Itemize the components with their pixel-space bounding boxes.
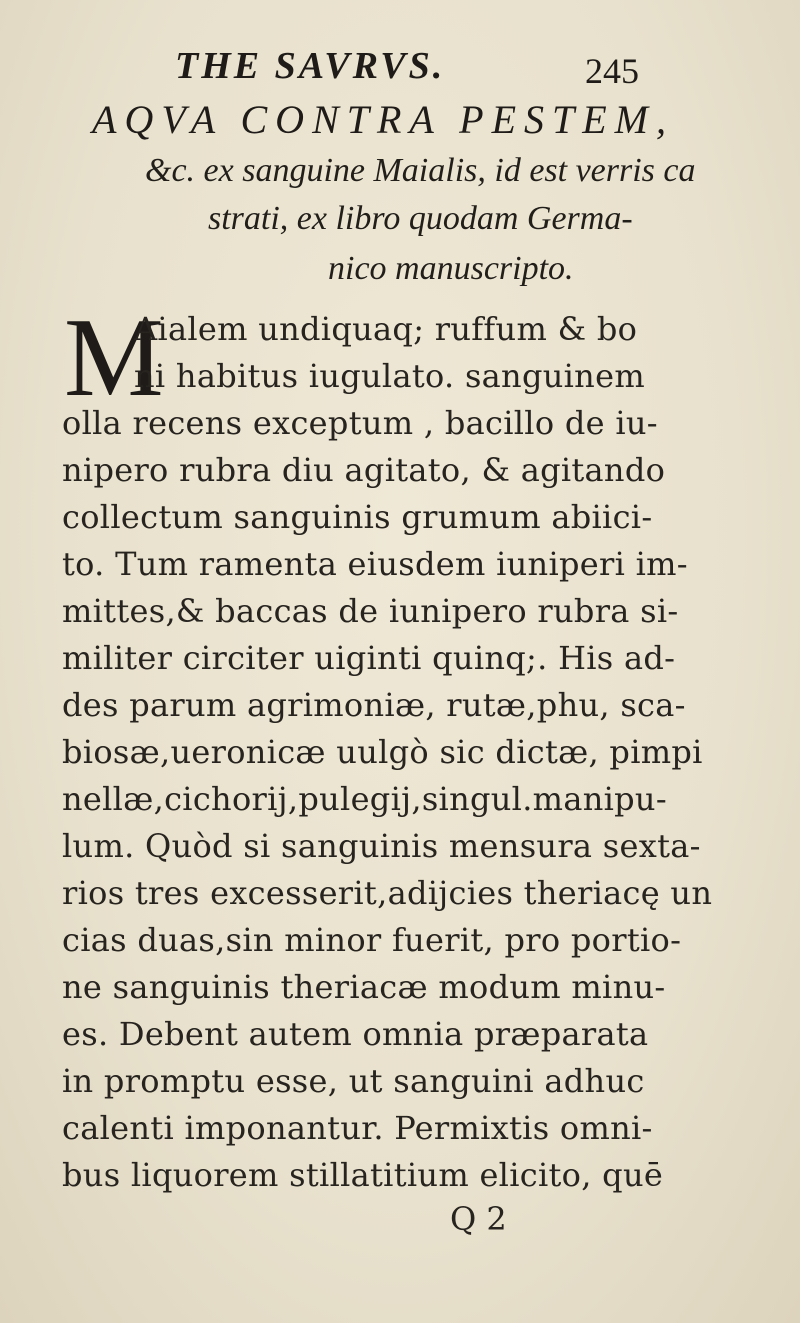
body-line: bus liquorem stillatitium elicito, quē [62,1156,664,1194]
body-line: nipero rubra diu agitato, & agitando [62,451,666,489]
body-line: collectum sanguinis grumum abiici- [62,498,653,536]
section-heading: AQVA CONTRA PESTEM, [92,97,674,142]
page-number: 245 [585,51,639,91]
drop-cap: M [64,296,164,420]
body-line: mittes,& baccas de iunipero rubra si- [62,592,679,630]
body-line: lum. Quòd si sanguinis mensura sexta- [62,827,701,865]
body-line: cias duas,sin minor fuerit, pro portio- [62,921,682,959]
body-line: biosæ,ueronicæ uulgò sic dictæ, pimpi [62,733,703,771]
body-line: ni habitus iugulato. sanguinem [134,357,645,395]
body-line: calenti imponantur. Permixtis omni- [62,1109,653,1147]
body-line: militer circiter uiginti quinq;. His ad- [62,639,676,677]
running-head [0,44,800,94]
body-line: in promptu esse, ut sanguini adhuc [62,1062,645,1100]
body-line: rios tres excesserit,adijcies theriacę un [62,874,713,912]
body-line: Aialem undiquaq; ruffum & bo [134,310,638,348]
body-line: es. Debent autem omnia præparata [62,1015,649,1053]
body-line: olla recens exceptum , bacillo de iu- [62,404,658,442]
subtitle-line: &c. ex sanguine Maialis, id est verris ca [145,152,696,189]
subtitle-line: nico manuscripto. [328,250,574,287]
body-line: des parum agrimoniæ, rutæ,phu, sca- [62,686,686,724]
page-footer [0,1200,800,1250]
body-line: to. Tum ramenta eiusdem iuniperi im- [62,545,688,583]
body-line: nellæ,cichorij,pulegij,singul.manipu- [62,780,667,818]
subtitle-line: strati, ex libro quodam Germa- [208,200,633,237]
body-line: ne sanguinis theriacæ modum minu- [62,968,666,1006]
running-title: THE SAVRVS. [175,45,446,87]
signature-mark: Q 2 [450,1200,507,1238]
